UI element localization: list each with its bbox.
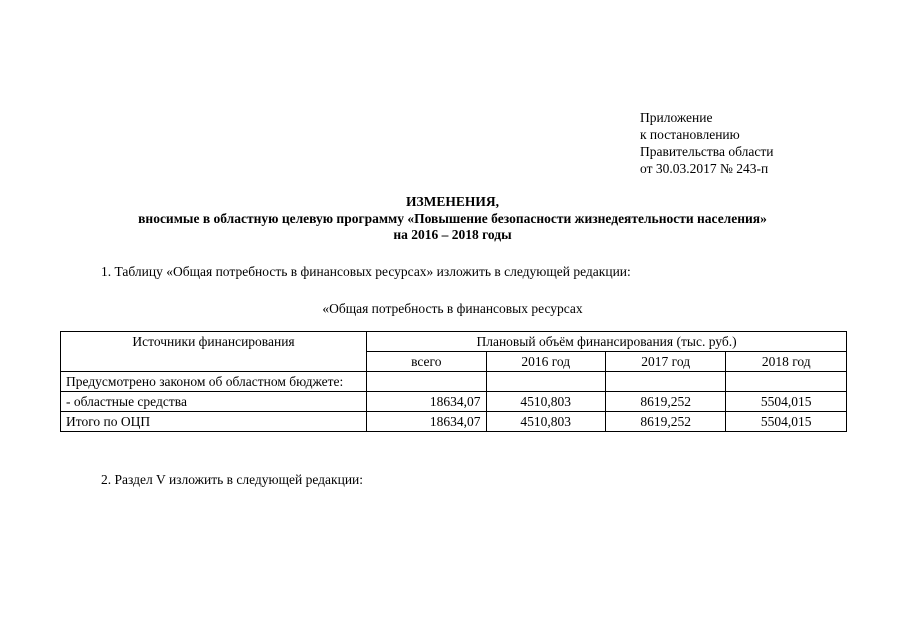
table-caption: «Общая потребность в финансовых ресурсах	[322, 301, 583, 316]
cell-2017: 8619,252	[605, 412, 726, 432]
appendix-block	[640, 109, 773, 177]
paragraph-2: 2. Раздел V изложить в следующей редакции:	[101, 472, 364, 487]
table-row	[61, 372, 847, 392]
cell-2016	[486, 372, 605, 392]
table-row	[61, 392, 847, 412]
cell-2017	[605, 372, 726, 392]
row-label: - областные средства	[61, 392, 367, 412]
cell-2018: 5504,015	[726, 392, 847, 412]
row-label: Предусмотрено законом об областном бюджете:	[61, 372, 367, 392]
row-label: Итого по ОЦП	[61, 412, 367, 432]
title-line: на 2016 – 2018 годы	[393, 227, 512, 242]
financing-table	[60, 331, 847, 432]
cell-total: 18634,07	[367, 412, 486, 432]
table-row	[61, 412, 847, 432]
subheader-2016: 2016 год	[486, 352, 605, 372]
appendix-line: Правительства области	[640, 144, 774, 159]
cell-2018: 5504,015	[726, 412, 847, 432]
cell-2017: 8619,252	[605, 392, 726, 412]
title-line: вносимые в областную целевую программу «Повышение безопасности жизнедеятельности населения»	[138, 210, 767, 226]
cell-total	[367, 372, 486, 392]
cell-2018	[726, 372, 847, 392]
table-header-row	[61, 332, 847, 352]
paragraph-1: 1. Таблицу «Общая потребность в финансовых ресурсах» изложить в следующей редакции:	[101, 264, 631, 279]
subheader-2017: 2017 год	[605, 352, 726, 372]
document-title	[0, 194, 905, 244]
cell-2016: 4510,803	[486, 392, 605, 412]
appendix-line: от 30.03.2017 № 243-п	[640, 161, 769, 176]
appendix-line: Приложение	[640, 110, 713, 125]
header-source: Источники финансирования	[61, 332, 367, 372]
appendix-line: к постановлению	[640, 127, 740, 142]
cell-2016: 4510,803	[486, 412, 605, 432]
subheader-total: всего	[367, 352, 486, 372]
subheader-2018: 2018 год	[726, 352, 847, 372]
header-plan: Плановый объём финансирования (тыс. руб.)	[367, 332, 847, 352]
cell-total: 18634,07	[367, 392, 486, 412]
title-line: ИЗМЕНЕНИЯ,	[405, 194, 499, 209]
